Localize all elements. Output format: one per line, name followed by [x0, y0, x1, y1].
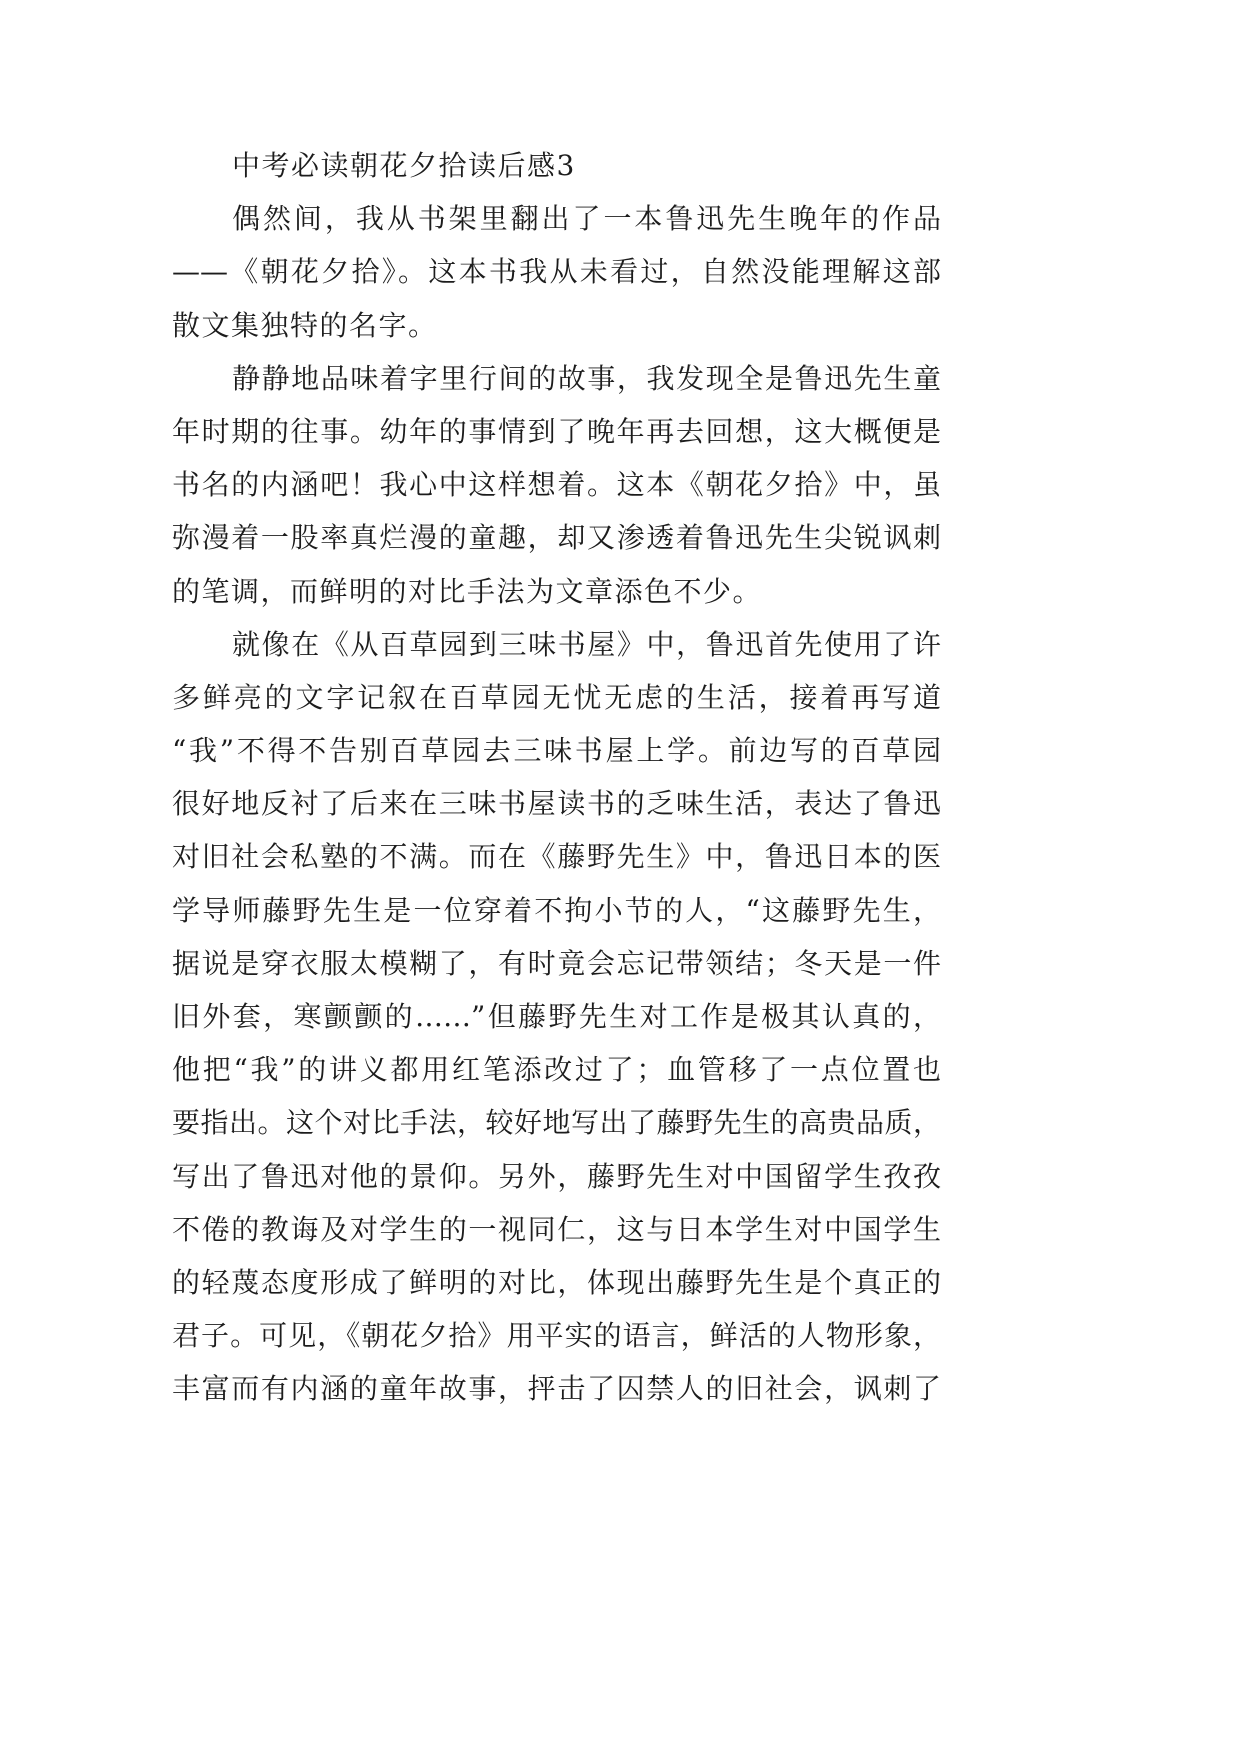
paragraph-line: 的轻蔑态度形成了鲜明的对比，体现出藤野先生是个真正的 [172, 1265, 941, 1299]
paragraph-line: 散文集独特的名字。 [172, 308, 438, 342]
paragraph-line: 君子。可见，《朝花夕拾》用平实的语言，鲜活的人物形象， [172, 1319, 941, 1353]
paragraph-line: 静静地品味着字里行间的故事，我发现全是鲁迅先生童 [232, 361, 941, 395]
paragraph-line: 学导师藤野先生是一位穿着不拘小节的人，“这藤野先生， [172, 893, 941, 927]
paragraph-line: ——《朝花夕拾》。这本书我从未看过，自然没能理解这部 [172, 255, 941, 289]
paragraph-2 [172, 352, 941, 618]
paragraph-line: 书名的内涵吧！我心中这样想着。这本《朝花夕拾》中，虽 [172, 468, 941, 502]
paragraph-line: 年时期的往事。幼年的事情到了晚年再去回想，这大概便是 [172, 414, 941, 448]
paragraph-line: 偶然间，我从书架里翻出了一本鲁迅先生晚年的作品 [232, 202, 941, 236]
paragraph-line: 对旧社会私塾的不满。而在《藤野先生》中，鲁迅日本的医 [172, 840, 941, 874]
paragraph-line: 很好地反衬了后来在三味书屋读书的乏味生活，表达了鲁迅 [172, 787, 941, 821]
paragraph-line: 要指出。这个对比手法，较好地写出了藤野先生的高贵品质， [172, 1106, 941, 1140]
paragraph-line: 旧外套，寒颤颤的……”但藤野先生对工作是极其认真的， [172, 1000, 941, 1033]
paragraph-line: 据说是穿衣服太模糊了，有时竟会忘记带领结；冬天是一件 [172, 946, 941, 980]
paragraph-line: 丰富而有内涵的童年故事，抨击了囚禁人的旧社会，讽刺了 [172, 1372, 941, 1406]
paragraph-line: 写出了鲁迅对他的景仰。另外，藤野先生对中国留学生孜孜 [172, 1159, 941, 1193]
document-title: 中考必读朝花夕拾读后感3 [232, 149, 576, 182]
paragraph-line: 就像在《从百草园到三味书屋》中，鲁迅首先使用了许 [232, 627, 941, 661]
paragraph-line: “我”不得不告别百草园去三味书屋上学。前边写的百草园 [172, 734, 941, 768]
paragraph-line: 他把“我”的讲义都用红笔添改过了；血管移了一点位置也 [172, 1053, 941, 1087]
paragraph-line: 弥漫着一股率真烂漫的童趣，却又渗透着鲁迅先生尖锐讽刺 [172, 521, 941, 555]
paragraph-3 [172, 618, 941, 1416]
paragraph-line: 多鲜亮的文字记叙在百草园无忧无虑的生活，接着再写道 [172, 680, 941, 714]
document-body [172, 139, 941, 1416]
paragraph-line: 的笔调，而鲜明的对比手法为文章添色不少。 [172, 574, 763, 608]
paragraph-line: 不倦的教诲及对学生的一视同仁，这与日本学生对中国学生 [172, 1212, 941, 1246]
paragraph-1 [172, 192, 941, 352]
